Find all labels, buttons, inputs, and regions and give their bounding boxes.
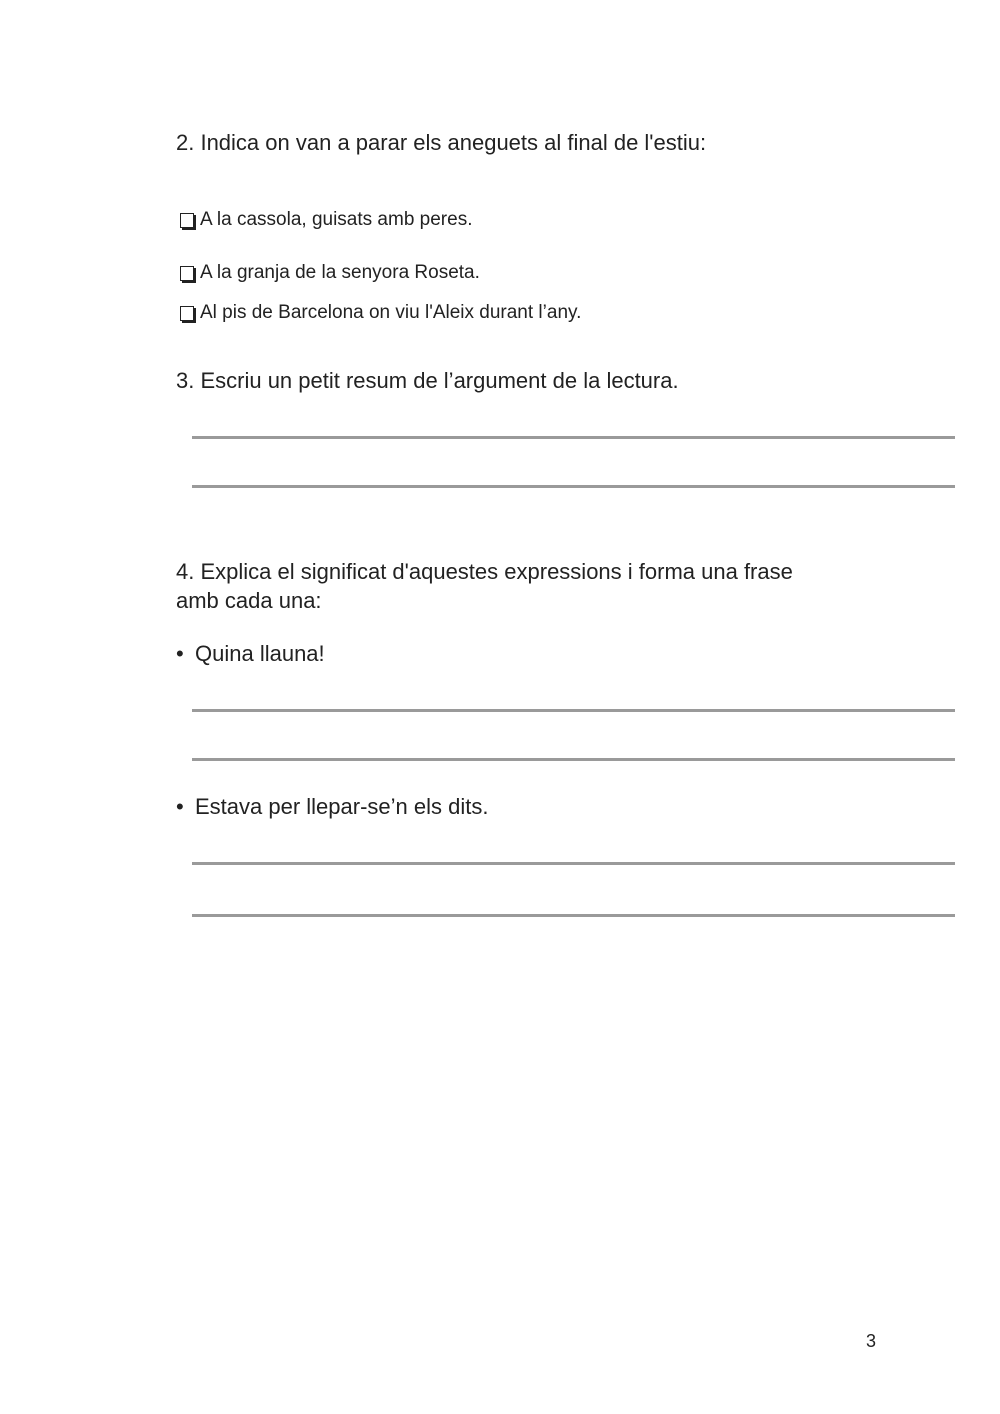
answer-line-q4b-1[interactable]	[192, 862, 955, 865]
answer-line-q4a-2[interactable]	[192, 758, 955, 761]
option-pis-barcelona[interactable]	[180, 301, 581, 325]
option-label: A la cassola, guisats amb peres.	[200, 209, 473, 230]
checkbox-icon[interactable]	[180, 306, 194, 321]
option-label: Al pis de Barcelona on viu l'Aleix durant l’any.	[200, 302, 582, 323]
bullet-icon: •	[176, 794, 184, 819]
option-granja[interactable]	[180, 261, 480, 285]
expression-item	[176, 792, 488, 821]
answer-line-q3-2[interactable]	[192, 485, 955, 488]
checkbox-icon[interactable]	[180, 213, 194, 228]
answer-line-q4a-1[interactable]	[192, 709, 955, 712]
option-cassola[interactable]	[180, 208, 472, 232]
expression-item	[176, 639, 325, 668]
page-number: 3	[866, 1331, 877, 1351]
question-4-title-line1: 4. Explica el significat d'aquestes expressions i forma una frase	[176, 559, 793, 584]
question-3-title: 3. Escriu un petit resum de l’argument de la lectura.	[176, 368, 679, 393]
checkbox-icon[interactable]	[180, 266, 194, 281]
option-label: A la granja de la senyora Roseta.	[200, 262, 480, 283]
bullet-icon: •	[176, 641, 184, 666]
expression-text: Quina llauna!	[195, 641, 325, 666]
question-4-title-line2: amb cada una:	[176, 588, 322, 613]
question-2-title: 2. Indica on van a parar els aneguets al final de l'estiu:	[176, 130, 707, 155]
expression-text: Estava per llepar-se’n els dits.	[195, 794, 489, 819]
answer-line-q4b-2[interactable]	[192, 914, 955, 917]
answer-line-q3-1[interactable]	[192, 436, 955, 439]
